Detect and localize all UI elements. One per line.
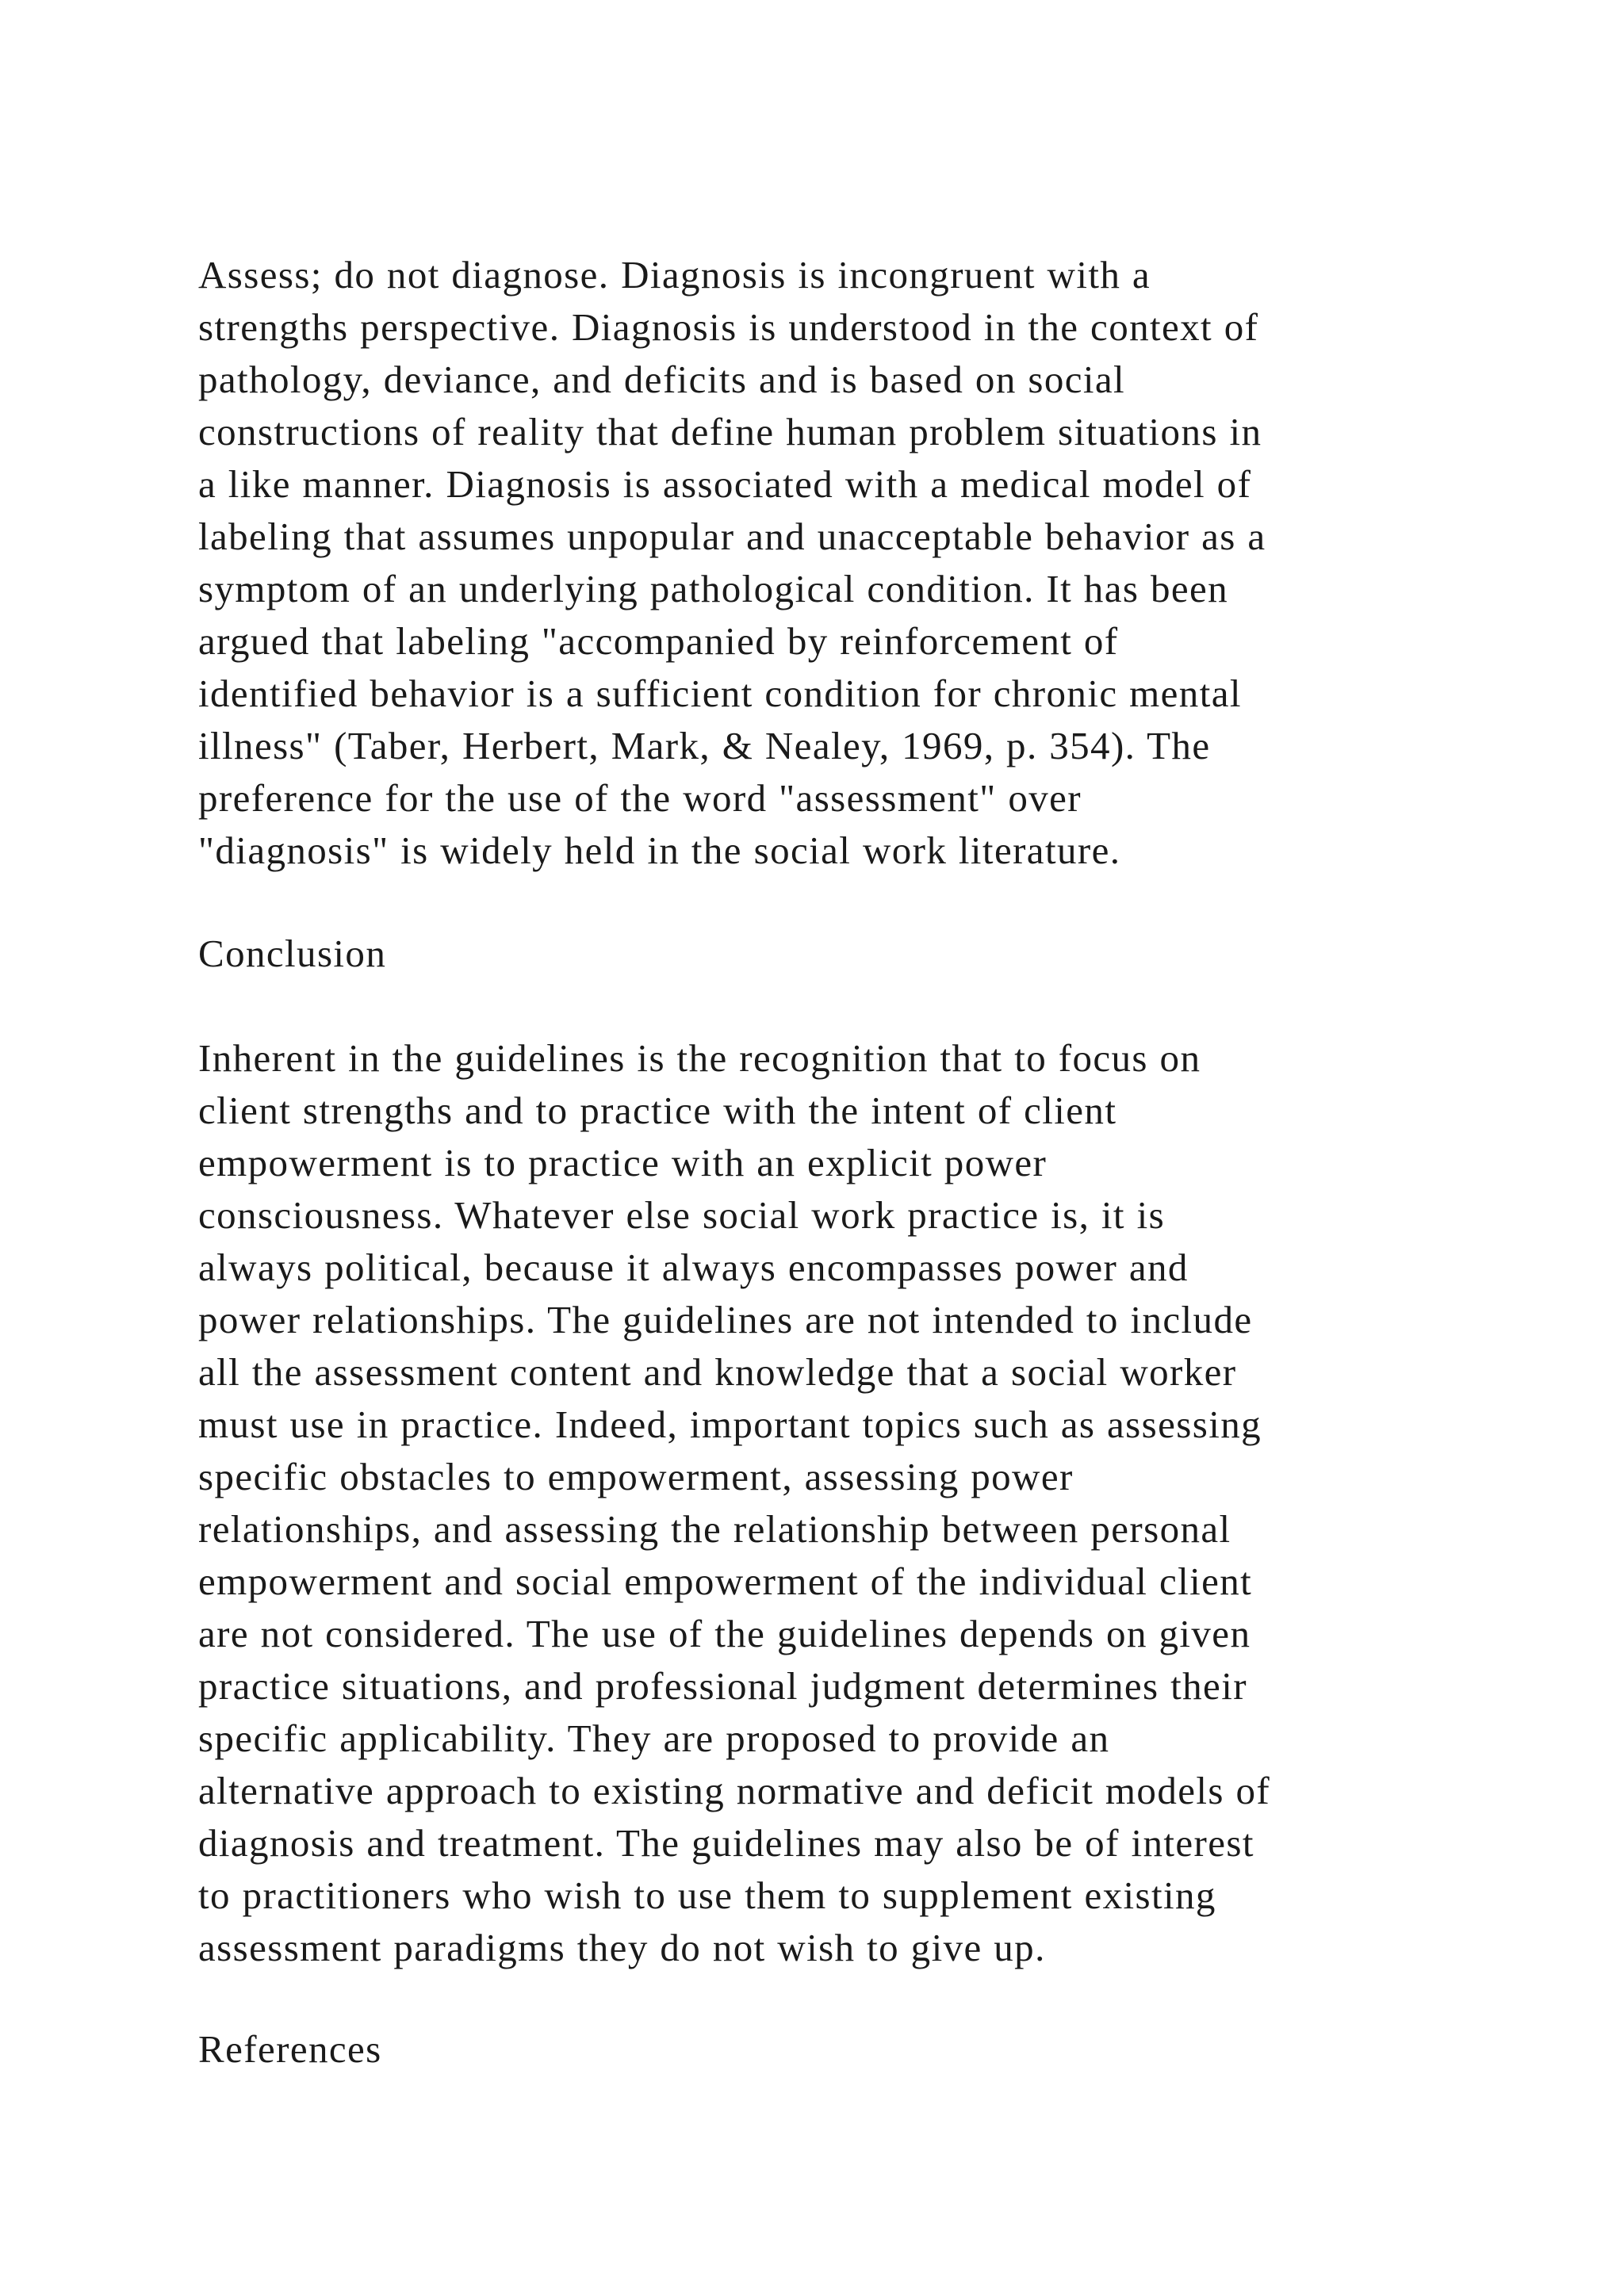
paragraph-assess	[198, 249, 1530, 877]
text-line: assessment paradigms they do not wish to give up.	[198, 1926, 1046, 1969]
text-line: "diagnosis" is widely held in the social work literature.	[198, 828, 1121, 872]
text-line: client strengths and to practice with the intent of client	[198, 1089, 1117, 1132]
text-line: to practitioners who wish to use them to supplement existing	[198, 1873, 1216, 1917]
text-line: labeling that assumes unpopular and unacceptable behavior as a	[198, 515, 1266, 558]
text-line: Assess; do not diagnose. Diagnosis is incongruent with a	[198, 253, 1151, 297]
text-line: are not considered. The use of the guidelines depends on given	[198, 1612, 1251, 1655]
text-line: empowerment is to practice with an explicit power	[198, 1141, 1048, 1184]
text-line: identified behavior is a sufficient condition for chronic mental	[198, 672, 1242, 715]
text-line: must use in practice. Indeed, important topics such as assessing	[198, 1402, 1262, 1446]
text-line: alternative approach to existing normative and deficit models of	[198, 1769, 1271, 1812]
text-line: consciousness. Whatever else social work practice is, it is	[198, 1193, 1166, 1237]
text-line: preference for the use of the word "assessment" over	[198, 776, 1082, 820]
text-line: practice situations, and professional judgment determines their	[198, 1664, 1247, 1708]
text-line: power relationships. The guidelines are not intended to include	[198, 1298, 1253, 1341]
text-line: diagnosis and treatment. The guidelines may also be of interest	[198, 1821, 1254, 1865]
section-heading: References	[198, 2027, 382, 2071]
text-line: relationships, and assessing the relationship between personal	[198, 1507, 1231, 1551]
text-line: empowerment and social empowerment of the individual client	[198, 1559, 1253, 1603]
text-line: all the assessment content and knowledge that a social worker	[198, 1350, 1237, 1394]
heading-references	[198, 2023, 1530, 2076]
text-line: strengths perspective. Diagnosis is understood in the context of	[198, 305, 1259, 349]
text-line: symptom of an underlying pathological condition. It has been	[198, 567, 1229, 610]
text-line: illness" (Taber, Herbert, Mark, & Nealey, 1969, p. 354). The	[198, 724, 1211, 767]
section-heading: Conclusion	[198, 932, 387, 975]
text-line: specific applicability. They are proposed to provide an	[198, 1716, 1110, 1760]
heading-conclusion	[198, 928, 1530, 980]
text-line: pathology, deviance, and deficits and is based on social	[198, 358, 1126, 401]
text-line: Inherent in the guidelines is the recognition that to focus on	[198, 1036, 1201, 1080]
text-line: constructions of reality that define human problem situations in	[198, 410, 1262, 453]
text-line: argued that labeling "accompanied by reinforcement of	[198, 619, 1119, 663]
paragraph-conclusion	[198, 1032, 1530, 1974]
text-line: always political, because it always encompasses power and	[198, 1246, 1189, 1289]
text-line: specific obstacles to empowerment, assessing power	[198, 1455, 1074, 1498]
text-line: a like manner. Diagnosis is associated with a medical model of	[198, 462, 1252, 506]
